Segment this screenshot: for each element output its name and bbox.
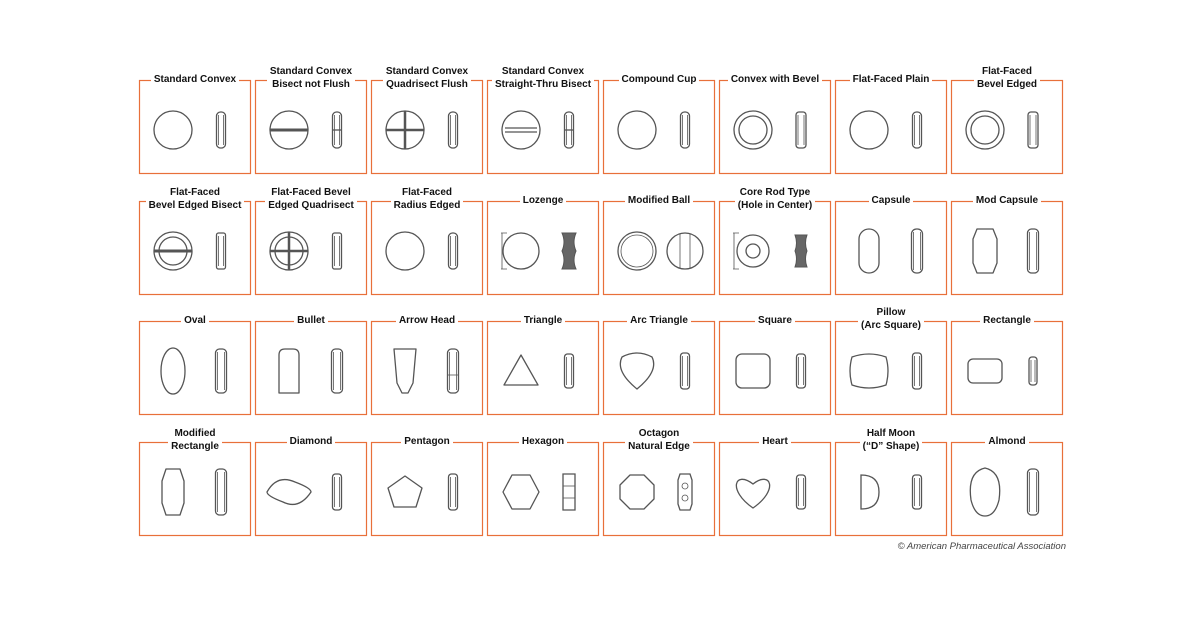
diamond-tablet-icon	[255, 442, 367, 536]
square-tablet-icon	[719, 321, 831, 415]
shape-cell-half-moon-d-shape	[835, 428, 947, 536]
shape-title: Rectangle	[980, 314, 1034, 327]
shape-title: Flat-Faced Radius Edged	[391, 186, 464, 212]
shape-title: Almond	[985, 435, 1028, 448]
shape-cell-almond	[951, 436, 1063, 536]
arc-triangle-tablet-icon	[603, 321, 715, 415]
shape-cell-mod-capsule	[951, 195, 1063, 295]
shape-cell-core-rod-type-hole-in-center	[719, 187, 831, 295]
shape-cell-standard-convex-straight-thru-bisect	[487, 66, 599, 174]
shape-title: Triangle	[521, 314, 565, 327]
shape-cell-standard-convex-bisect-not-flush	[255, 66, 367, 174]
copyright-notice: © American Pharmaceutical Association	[897, 541, 1066, 552]
pillow-tablet-icon	[835, 321, 947, 415]
shape-cell-lozenge	[487, 195, 599, 295]
shape-cell-modified-ball	[603, 195, 715, 295]
circle-double-bisect-tablet-icon	[139, 201, 251, 295]
shape-title: Pentagon	[401, 435, 453, 448]
shape-title: Flat-Faced Bevel Edged	[974, 65, 1040, 91]
bullet-tablet-icon	[255, 321, 367, 415]
shape-cell-modified-rectangle	[139, 428, 251, 536]
shape-title: Modified Rectangle	[168, 427, 222, 453]
shape-title: Arc Triangle	[627, 314, 691, 327]
shape-cell-capsule	[835, 195, 947, 295]
shape-title: Oval	[181, 314, 209, 327]
circle-tablet-icon	[603, 80, 715, 174]
shape-title: Octagon Natural Edge	[625, 427, 693, 453]
shape-title: Standard Convex Straight-Thru Bisect	[492, 65, 594, 91]
shape-title: Standard Convex Quadrisect Flush	[383, 65, 471, 91]
circle-tablet-icon	[835, 80, 947, 174]
circle-thru-tablet-icon	[487, 80, 599, 174]
capsule-tablet-icon	[835, 201, 947, 295]
circle-double-quad-tablet-icon	[255, 201, 367, 295]
shape-cell-heart	[719, 436, 831, 536]
shape-cell-flat-faced-bevel-edged-quadrisect	[255, 187, 367, 295]
shape-title: Arrow Head	[396, 314, 458, 327]
shape-cell-octagon-natural-edge	[603, 428, 715, 536]
half-moon-tablet-icon	[835, 442, 947, 536]
shape-cell-flat-faced-bevel-edged	[951, 66, 1063, 174]
hexagon-tablet-icon	[487, 442, 599, 536]
shape-title: Hexagon	[519, 435, 567, 448]
shape-title: Heart	[759, 435, 791, 448]
shape-cell-bullet	[255, 315, 367, 415]
circle-double-tablet-icon	[719, 80, 831, 174]
shape-cell-rectangle	[951, 315, 1063, 415]
shape-cell-compound-cup	[603, 74, 715, 174]
shape-title: Modified Ball	[625, 194, 693, 207]
shape-cell-oval	[139, 315, 251, 415]
shape-title: Diamond	[287, 435, 336, 448]
shape-title: Flat-Faced Bevel Edged Bisect	[146, 186, 245, 212]
shape-title: Standard Convex	[151, 73, 239, 86]
triangle-tablet-icon	[487, 321, 599, 415]
shape-cell-standard-convex-quadrisect-flush	[371, 66, 483, 174]
shape-cell-flat-faced-bevel-edged-bisect	[139, 187, 251, 295]
shape-cell-arrow-head	[371, 315, 483, 415]
shape-cell-hexagon	[487, 436, 599, 536]
circle-bisect-tablet-icon	[255, 80, 367, 174]
shape-cell-convex-with-bevel	[719, 74, 831, 174]
circle-double-tablet-icon	[951, 80, 1063, 174]
oval-tablet-icon	[139, 321, 251, 415]
shape-title: Half Moon (“D” Shape)	[860, 427, 923, 453]
arrow-head-tablet-icon	[371, 321, 483, 415]
shape-title: Mod Capsule	[973, 194, 1041, 207]
circle-quad-tablet-icon	[371, 80, 483, 174]
heart-tablet-icon	[719, 442, 831, 536]
almond-tablet-icon	[951, 442, 1063, 536]
pentagon-tablet-icon	[371, 442, 483, 536]
shape-title: Standard Convex Bisect not Flush	[267, 65, 355, 91]
rectangle-tablet-icon	[951, 321, 1063, 415]
circle-tablet-icon	[139, 80, 251, 174]
shape-cell-arc-triangle	[603, 315, 715, 415]
shape-cell-standard-convex	[139, 74, 251, 174]
lozenge-tablet-icon	[487, 201, 599, 295]
shape-cell-diamond	[255, 436, 367, 536]
shape-cell-pillow-arc-square	[835, 307, 947, 415]
shape-cell-triangle	[487, 315, 599, 415]
shape-title: Pillow (Arc Square)	[858, 306, 924, 332]
shape-title: Convex with Bevel	[728, 73, 822, 86]
shape-title: Compound Cup	[619, 73, 700, 86]
core-rod-tablet-icon	[719, 201, 831, 295]
shape-title: Lozenge	[520, 194, 567, 207]
mod-rectangle-tablet-icon	[139, 442, 251, 536]
circle-tablet-icon	[371, 201, 483, 295]
shape-title: Flat-Faced Plain	[850, 73, 933, 86]
shape-title: Flat-Faced Bevel Edged Quadrisect	[265, 186, 357, 212]
ball-tablet-icon	[603, 201, 715, 295]
shape-title: Bullet	[294, 314, 328, 327]
shape-title: Core Rod Type (Hole in Center)	[735, 186, 815, 212]
shape-cell-square	[719, 315, 831, 415]
shape-title: Square	[755, 314, 795, 327]
octagon-tablet-icon	[603, 442, 715, 536]
shape-title: Capsule	[869, 194, 914, 207]
shape-cell-flat-faced-plain	[835, 74, 947, 174]
shape-cell-flat-faced-radius-edged	[371, 187, 483, 295]
mod-capsule-tablet-icon	[951, 201, 1063, 295]
shape-cell-pentagon	[371, 436, 483, 536]
